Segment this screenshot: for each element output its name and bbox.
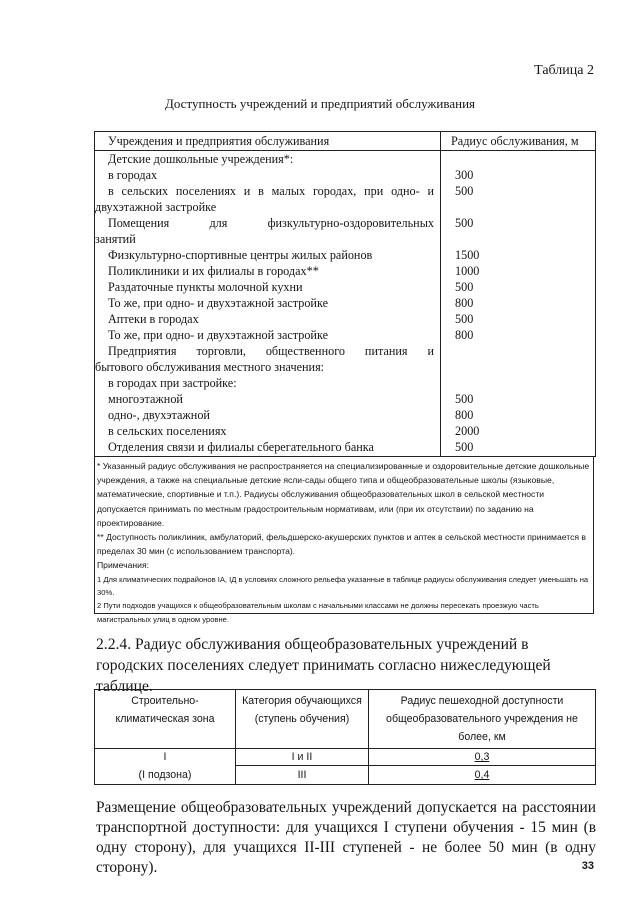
row-value: 500 <box>441 391 596 407</box>
header-cell: Учреждения и предприятия обслуживания <box>95 132 441 151</box>
row-name-line: Предприятия торговли, общественного питания и <box>108 344 434 358</box>
header-cell: Радиус пешеходной доступности общеобразовательного учреждения не более, км <box>369 690 596 749</box>
row-name: одно-, двухэтажной <box>95 407 441 423</box>
table-label: Таблица 2 <box>534 63 594 78</box>
row-name: Поликлиники и их филиалы в городах** <box>95 263 441 279</box>
header-cell: Строительно-климатическая зона <box>95 690 236 749</box>
table-row <box>95 295 596 311</box>
row-name: в городах при застройке: <box>95 375 441 391</box>
row-value: 500 <box>441 183 596 215</box>
zone-cell: I <box>95 749 236 766</box>
footnote-1: * Указанный радиус обслуживания не распространяется на специализированные и оздоровительные детские дошкольные учреждения, а также на специальные детские ясли-сады общего типа и общеобразовательные школы (языковые, математические, спортивные и т.п.). Радиусы обслуживания общеобразовательных школ в сельской местности допускается принимать по местным градостроительным нормативам, или (при их отсутствии) по заданию на проектирование. <box>97 461 590 528</box>
row-name-line: двухэтажной застройке <box>95 200 217 214</box>
table-row <box>95 375 596 391</box>
table-row <box>95 183 596 215</box>
table-row <box>95 167 596 183</box>
row-value: 500 <box>441 311 596 327</box>
row-value: 800 <box>441 407 596 423</box>
table-notes <box>94 457 594 624</box>
row-value: 500 <box>441 279 596 295</box>
radius-cell: 0,4 <box>369 766 596 785</box>
paragraph-2-2-4: 2.2.4. Радиус обслуживания общеобразовательных учреждений в городских поселениях следует принимать согласно нижеследующей таблице. <box>96 636 551 695</box>
table-header-row <box>95 132 596 151</box>
table-row <box>95 749 596 766</box>
row-value: 300 <box>441 167 596 183</box>
table-row <box>95 327 596 343</box>
paragraph-transport: Размещение общеобразовательных учреждений допускается на расстоянии транспортной доступности: для учащихся I ступени обучения - 15 мин (в одну сторону), для учащихся II-III ступеней - не более 50 мин (в одну сторону). <box>96 799 596 876</box>
row-value: 1500 <box>441 247 596 263</box>
row-value <box>441 343 596 375</box>
row-name: в городах <box>95 167 441 183</box>
row-name: То же, при одно- и двухэтажной застройке <box>95 295 441 311</box>
row-name <box>95 215 441 247</box>
footnote-2: ** Доступность поликлиник, амбулаторий, фельдшерско-акушерских пунктов и аптек в сельской местности принимается в пределах 30 мин (с использованием транспорта). <box>97 532 586 557</box>
row-name: То же, при одно- и двухэтажной застройке <box>95 327 441 343</box>
row-name <box>95 183 441 215</box>
remarks-title: Примечания: <box>97 560 150 571</box>
category-cell: III <box>236 766 369 785</box>
category-cell: I и II <box>236 749 369 766</box>
row-name-line: в сельских поселениях и в малых городах, при одно- и <box>108 184 434 198</box>
table-row <box>95 343 596 375</box>
row-value <box>441 375 596 391</box>
table-row <box>95 391 596 407</box>
table-row <box>95 423 596 439</box>
row-name: Отделения связи и филиалы сберегательного банка <box>95 439 441 457</box>
row-name: Детские дошкольные учреждения*: <box>95 151 441 168</box>
table-row <box>95 263 596 279</box>
remark-1: 1 Для климатических подрайонов IА, IД в условиях сложного рельефа указанные в таблице радиусы обслуживания следует уменьшать на 30%. <box>97 574 589 597</box>
table-title: Доступность учреждений и предприятий обслуживания <box>164 96 476 111</box>
table-header-row <box>95 690 596 749</box>
row-name: Физкультурно-спортивные центры жилых районов <box>95 247 441 263</box>
table-row <box>95 279 596 295</box>
row-name: многоэтажной <box>95 391 441 407</box>
row-value: 2000 <box>441 423 596 439</box>
remark-2: 2 Пути подходов учащихся к общеобразовательным школам с начальными классами не должны пересекать проезжую часть магистральных улиц в одном уровне. <box>97 601 539 624</box>
table-row <box>95 247 596 263</box>
table-row <box>95 311 596 327</box>
zone-subcell: (I подзона) <box>95 766 236 785</box>
table-row <box>95 766 596 785</box>
row-value: 800 <box>441 327 596 343</box>
row-value: 500 <box>441 439 596 457</box>
header-cell: Радиус обслуживания, м <box>441 132 596 151</box>
row-name-line: бытового обслуживания местного значения: <box>95 360 325 374</box>
table-row <box>95 151 596 168</box>
row-name: Раздаточные пункты молочной кухни <box>95 279 441 295</box>
header-cell: Категория обучающихся (ступень обучения) <box>236 690 369 749</box>
row-value: 800 <box>441 295 596 311</box>
radius-cell: 0,3 <box>369 749 596 766</box>
row-value <box>441 151 596 168</box>
table-row <box>95 215 596 247</box>
school-radius-table <box>94 689 596 785</box>
row-value: 1000 <box>441 263 596 279</box>
row-name: в сельских поселениях <box>95 423 441 439</box>
page-number: 33 <box>581 860 594 872</box>
row-name: Аптеки в городах <box>95 311 441 327</box>
row-name <box>95 343 441 375</box>
service-radius-table <box>94 131 596 457</box>
row-value: 500 <box>441 215 596 247</box>
table-row <box>95 439 596 457</box>
row-name-line: Помещения для физкультурно-оздоровительных <box>108 216 434 230</box>
table-row <box>95 407 596 423</box>
row-name-line: занятий <box>95 232 136 246</box>
